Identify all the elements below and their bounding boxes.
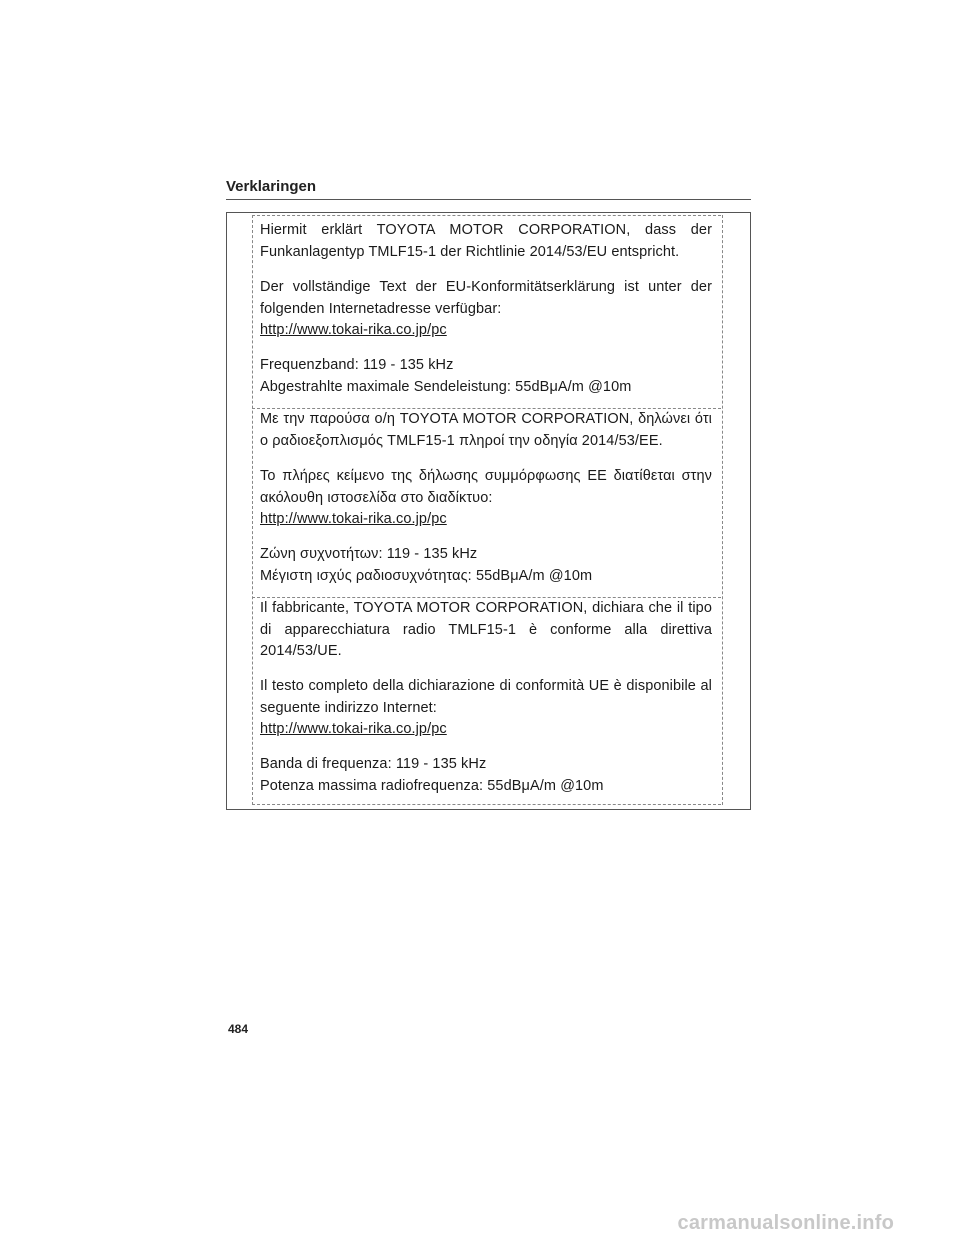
max-power: Potenza massima radiofrequenza: 55dBμA/m @10m [260,777,604,794]
availability-text [260,277,712,342]
frequency-band: Banda di frequenza: 119 - 135 kHz [260,756,487,772]
declaration-block-greek [252,408,721,597]
availability-statement: Το πλήρες κείμενο της δήλωσης συμμόρφωσης ΕΕ διατίθεται στην ακόλουθη ιστοσελίδα στο διαδίκτυο: [260,468,712,506]
availability-text [260,466,712,531]
site-watermark: carmanualsonline.info [677,1212,894,1234]
conformity-statement: Με την παρούσα ο/η TOYOTA MOTOR CORPORATION, δηλώνει ότι ο ραδιοεξοπλισμός TMLF15-1 πληροί την οδηγία 2014/53/ΕΕ. [260,411,712,449]
availability-statement: Il testo completo della dichiarazione di conformità UE è disponibile al seguente indirizzo Internet: [260,678,712,716]
declaration-text [260,220,712,263]
availability-statement: Der vollständige Text der EU-Konformitätserklärung ist unter der folgenden Internetadresse verfügbar: [260,279,712,317]
declaration-block-german [252,215,721,408]
declaration-text [260,598,712,663]
doc-link[interactable]: http://www.tokai-rika.co.jp/pc [260,511,447,527]
spec-text [260,544,712,587]
max-power: Abgestrahlte maximale Sendeleistung: 55dBμA/m @10m [260,378,632,395]
conformity-statement: Il fabbricante, TOYOTA MOTOR CORPORATION, dichiara che il tipo di apparecchiatura radio TMLF15-1 è conforme alla direttiva 2014/53/UE. [260,600,712,659]
title-divider [226,199,751,200]
spec-text [260,355,712,398]
section-title: Verklaringen [226,178,317,195]
frequency-band: Frequenzband: 119 - 135 kHz [260,357,454,373]
frequency-band: Ζώνη συχνοτήτων: 119 - 135 kHz [260,546,478,562]
availability-text [260,676,712,741]
spec-text [260,754,712,797]
declaration-text [260,409,712,452]
conformity-statement: Hiermit erklärt TOYOTA MOTOR CORPORATION, dass der Funkanlagentyp TMLF15-1 der Richtlinie 2014/53/EU entspricht. [260,222,712,260]
doc-link[interactable]: http://www.tokai-rika.co.jp/pc [260,721,447,737]
page-number: 484 [228,1022,249,1036]
declaration-block-italian [252,597,721,805]
doc-link[interactable]: http://www.tokai-rika.co.jp/pc [260,322,447,338]
max-power: Μέγιστη ισχύς ραδιοσυχνότητας: 55dBμA/m @10m [260,567,593,584]
